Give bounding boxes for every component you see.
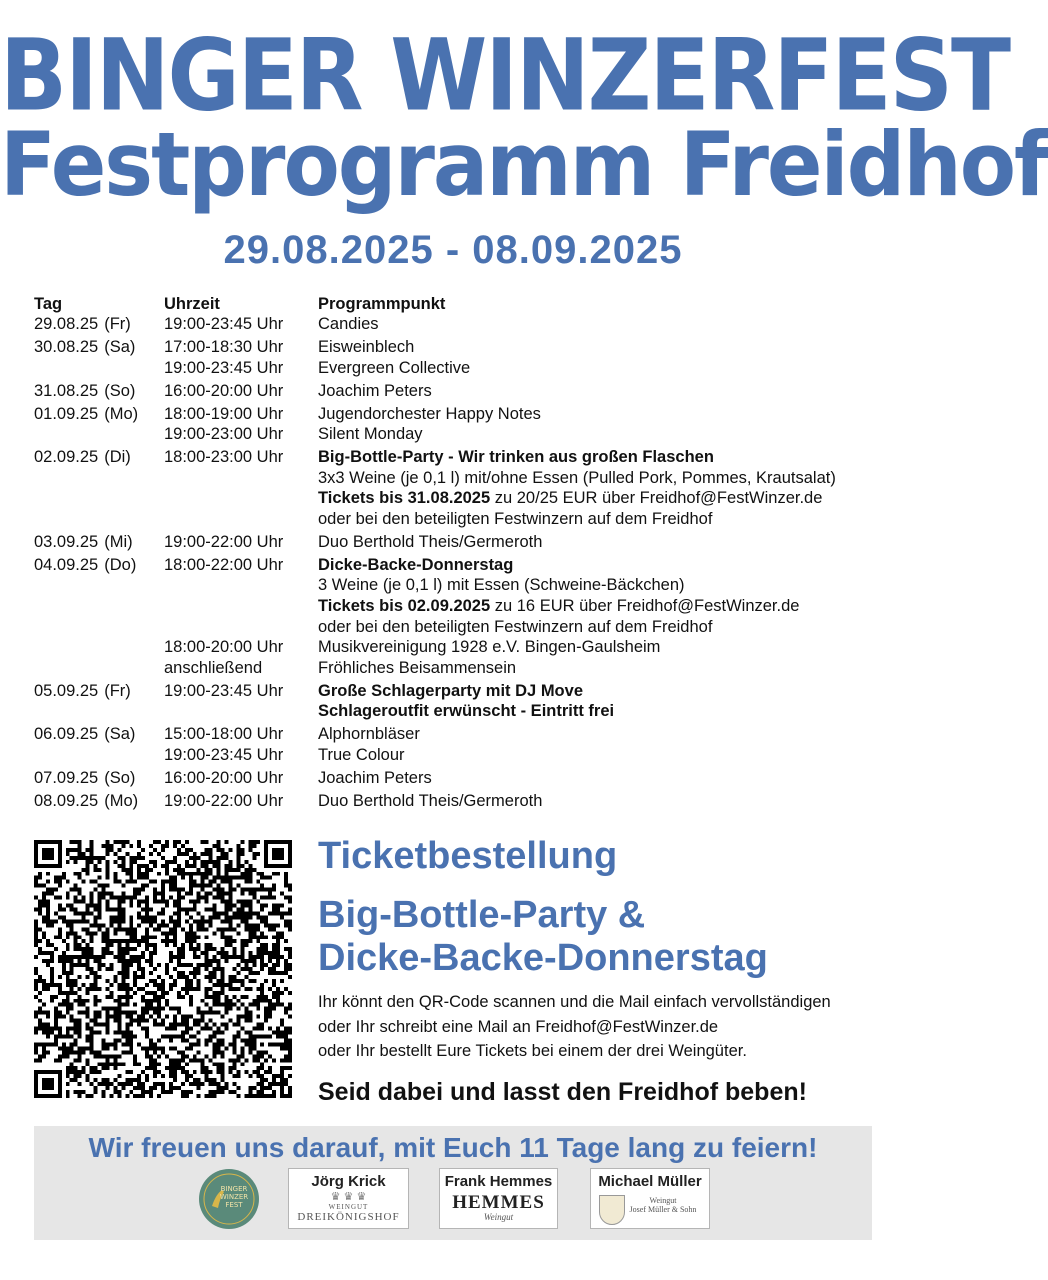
program-line: Jugendorchester Happy Notes	[318, 404, 541, 423]
program-line: Joachim Peters	[318, 768, 432, 787]
program-line: Eisweinblech	[318, 337, 415, 356]
row-date: 05.09.25	[34, 681, 99, 700]
footer-band	[34, 1126, 872, 1240]
row-program	[318, 681, 884, 722]
row-weekday: (Do)	[104, 555, 137, 574]
row-date: 04.09.25	[34, 555, 99, 574]
row-day	[34, 404, 164, 445]
sponsor-small: WEINGUT	[328, 1203, 369, 1211]
schedule-row	[34, 768, 884, 789]
ticket-deadline: Tickets bis 31.08.2025	[318, 489, 491, 508]
program-line: True Colour	[318, 746, 405, 764]
row-time: 19:00-23:45 Uhr	[164, 681, 284, 700]
row-day	[34, 555, 164, 679]
row-time: 19:00-22:00 Uhr	[164, 791, 284, 810]
program-line: Schlageroutfit erwünscht - Eintritt frei	[318, 702, 615, 721]
schedule-row	[34, 724, 884, 765]
row-time: 18:00-23:00 Uhr	[164, 448, 284, 467]
row-weekday: (Di)	[104, 448, 131, 467]
sponsor-logo-hemmes	[439, 1168, 558, 1229]
program-line: oder bei den beteiligten Festwinzern auf dem Freidhof	[318, 617, 713, 636]
row-day	[34, 381, 164, 402]
header-day: Tag	[34, 295, 63, 313]
row-time: 19:00-22:00 Uhr	[164, 532, 284, 551]
row-program	[318, 381, 884, 402]
row-weekday: (Mo)	[104, 404, 139, 423]
schedule-row	[34, 532, 884, 553]
row-time: 18:00-22:00 Uhr 18:00-20:00 Uhr anschließend	[164, 555, 284, 677]
ticket-instruction-line: oder Ihr schreibt eine Mail an Freidhof@FestWinzer.de	[318, 1017, 719, 1036]
ticket-instruction-line: Ihr könnt den QR-Code scannen und die Mail einfach vervollständigen	[318, 993, 831, 1011]
program-line: Candies	[318, 315, 379, 333]
row-program	[318, 447, 884, 529]
program-line: Silent Monday	[318, 425, 423, 444]
program-line: Joachim Peters	[318, 381, 432, 400]
row-program	[318, 724, 884, 765]
row-time: 16:00-20:00 Uhr	[164, 381, 284, 400]
program-line: Musikvereinigung 1928 e.V. Bingen-Gaulsheim	[318, 638, 661, 657]
schedule-row	[34, 791, 884, 812]
row-date: 01.09.25	[34, 404, 99, 423]
program-line: Big-Bottle-Party - Wir trinken aus großen Flaschen	[318, 448, 714, 467]
call-to-action: Seid dabei und lasst den Freidhof beben!	[318, 1077, 807, 1106]
ticket-subheading-line2: Dicke-Backe-Donnerstag	[318, 937, 768, 979]
row-program	[318, 314, 884, 335]
sponsor-logo-mueller	[590, 1168, 710, 1229]
row-day	[34, 768, 164, 789]
ticket-deadline: Tickets bis 02.09.2025	[318, 597, 491, 616]
row-time: 16:00-20:00 Uhr	[164, 768, 284, 787]
program-line: 3x3 Weine (je 0,1 l) mit/ohne Essen (Pulled Pork, Pommes, Krautsalat)	[318, 468, 836, 487]
row-day	[34, 447, 164, 529]
poster-subtitle: Festprogramm Freidhof	[0, 114, 1048, 217]
row-day	[34, 337, 164, 378]
row-weekday: (So)	[104, 381, 136, 400]
festival-logo-word: WINZER	[219, 1193, 249, 1201]
row-program	[318, 791, 884, 812]
program-line: 3 Weine (je 0,1 l) mit Essen (Schweine-Bäckchen)	[318, 576, 685, 595]
row-date: 30.08.25	[34, 337, 99, 356]
schedule-row	[34, 447, 884, 529]
schedule-row	[34, 381, 884, 402]
ticket-heading: Ticketbestellung	[318, 835, 618, 877]
program-line	[318, 488, 884, 509]
row-program	[318, 404, 884, 445]
row-weekday: (Fr)	[104, 315, 131, 333]
row-day	[34, 681, 164, 722]
ticket-details: zu 16 EUR über Freidhof@FestWinzer.de	[490, 597, 800, 616]
row-program	[318, 337, 884, 378]
crown-icon: ♛ ♛ ♛	[330, 1191, 367, 1203]
sponsor-script: Weingut	[483, 1212, 514, 1222]
row-weekday: (So)	[104, 768, 136, 787]
program-line: Fröhliches Beisammensein	[318, 658, 517, 677]
schedule-row	[34, 337, 884, 378]
header-time: Uhrzeit	[164, 295, 220, 313]
festival-logo-word: BINGER	[220, 1185, 248, 1193]
row-date: 06.09.25	[34, 725, 99, 744]
row-weekday: (Mo)	[104, 791, 139, 810]
row-date: 03.09.25	[34, 532, 99, 551]
row-date: 31.08.25	[34, 381, 99, 400]
row-date: 02.09.25	[34, 448, 99, 467]
festival-logo-word: FEST	[225, 1201, 243, 1209]
row-date: 07.09.25	[34, 768, 99, 787]
sponsor-name: Frank Hemmes	[444, 1173, 553, 1190]
row-weekday: (Sa)	[104, 725, 136, 744]
ticket-subheading-line1: Big-Bottle-Party &	[318, 894, 646, 936]
program-line: Evergreen Collective	[318, 358, 471, 377]
header-program: Programmpunkt	[318, 295, 446, 313]
program-line: oder bei den beteiligten Festwinzern auf dem Freidhof	[318, 509, 713, 528]
schedule-rows	[34, 314, 884, 812]
program-line: Große Schlagerparty mit DJ Move	[318, 681, 583, 700]
program-line: Duo Berthold Theis/Germeroth	[318, 532, 543, 551]
poster-title: BINGER WINZERFEST	[0, 17, 1009, 134]
row-weekday: (Fr)	[104, 681, 131, 700]
row-date: 08.09.25	[34, 791, 99, 810]
sponsor-logo-krick	[288, 1168, 409, 1229]
ticket-section	[318, 835, 888, 1107]
sponsor-name: Jörg Krick	[311, 1173, 386, 1190]
schedule-table	[34, 291, 884, 814]
sponsor-brand: Josef Müller & Sohn	[629, 1205, 697, 1214]
sponsor-small: Weingut	[649, 1196, 677, 1205]
ticket-subheading	[318, 894, 888, 980]
qr-code[interactable]	[34, 840, 292, 1098]
row-time: 15:00-18:00 Uhr 19:00-23:45 Uhr	[164, 725, 284, 764]
row-time: 17:00-18:30 Uhr 19:00-23:45 Uhr	[164, 337, 284, 377]
sponsor-brand: DREIKÖNIGSHOF	[297, 1211, 400, 1223]
schedule-row	[34, 681, 884, 722]
schedule-row	[34, 555, 884, 679]
row-time: 19:00-23:45 Uhr	[164, 315, 284, 333]
program-line	[318, 596, 884, 617]
row-day	[34, 314, 164, 335]
sponsor-name: Michael Müller	[598, 1173, 702, 1190]
date-range: 29.08.2025 - 08.09.2025	[223, 228, 683, 272]
sponsor-brand: HEMMES	[452, 1192, 545, 1213]
schedule-row	[34, 404, 884, 445]
festival-logo	[198, 1168, 260, 1230]
schedule-row	[34, 314, 884, 335]
row-program	[318, 555, 884, 679]
row-program	[318, 532, 884, 553]
program-line: Duo Berthold Theis/Germeroth	[318, 791, 543, 810]
row-day	[34, 724, 164, 765]
row-time: 18:00-19:00 Uhr 19:00-23:00 Uhr	[164, 404, 284, 444]
program-line: Dicke-Backe-Donnerstag	[318, 555, 514, 574]
ticket-instruction-line: oder Ihr bestellt Eure Tickets bei einem der drei Weingüter.	[318, 1042, 747, 1060]
row-weekday: (Mi)	[104, 532, 133, 551]
footer-message: Wir freuen uns darauf, mit Euch 11 Tage lang zu feiern!	[88, 1132, 818, 1163]
ticket-instructions	[318, 990, 888, 1064]
row-day	[34, 532, 164, 553]
program-line: Alphornbläser	[318, 725, 420, 744]
crest-icon	[599, 1195, 625, 1225]
schedule-header-row	[34, 291, 884, 314]
row-program	[318, 768, 884, 789]
ticket-details: zu 20/25 EUR über Freidhof@FestWinzer.de	[490, 489, 823, 508]
row-weekday: (Sa)	[104, 337, 136, 356]
row-date: 29.08.25	[34, 315, 99, 333]
row-day	[34, 791, 164, 812]
